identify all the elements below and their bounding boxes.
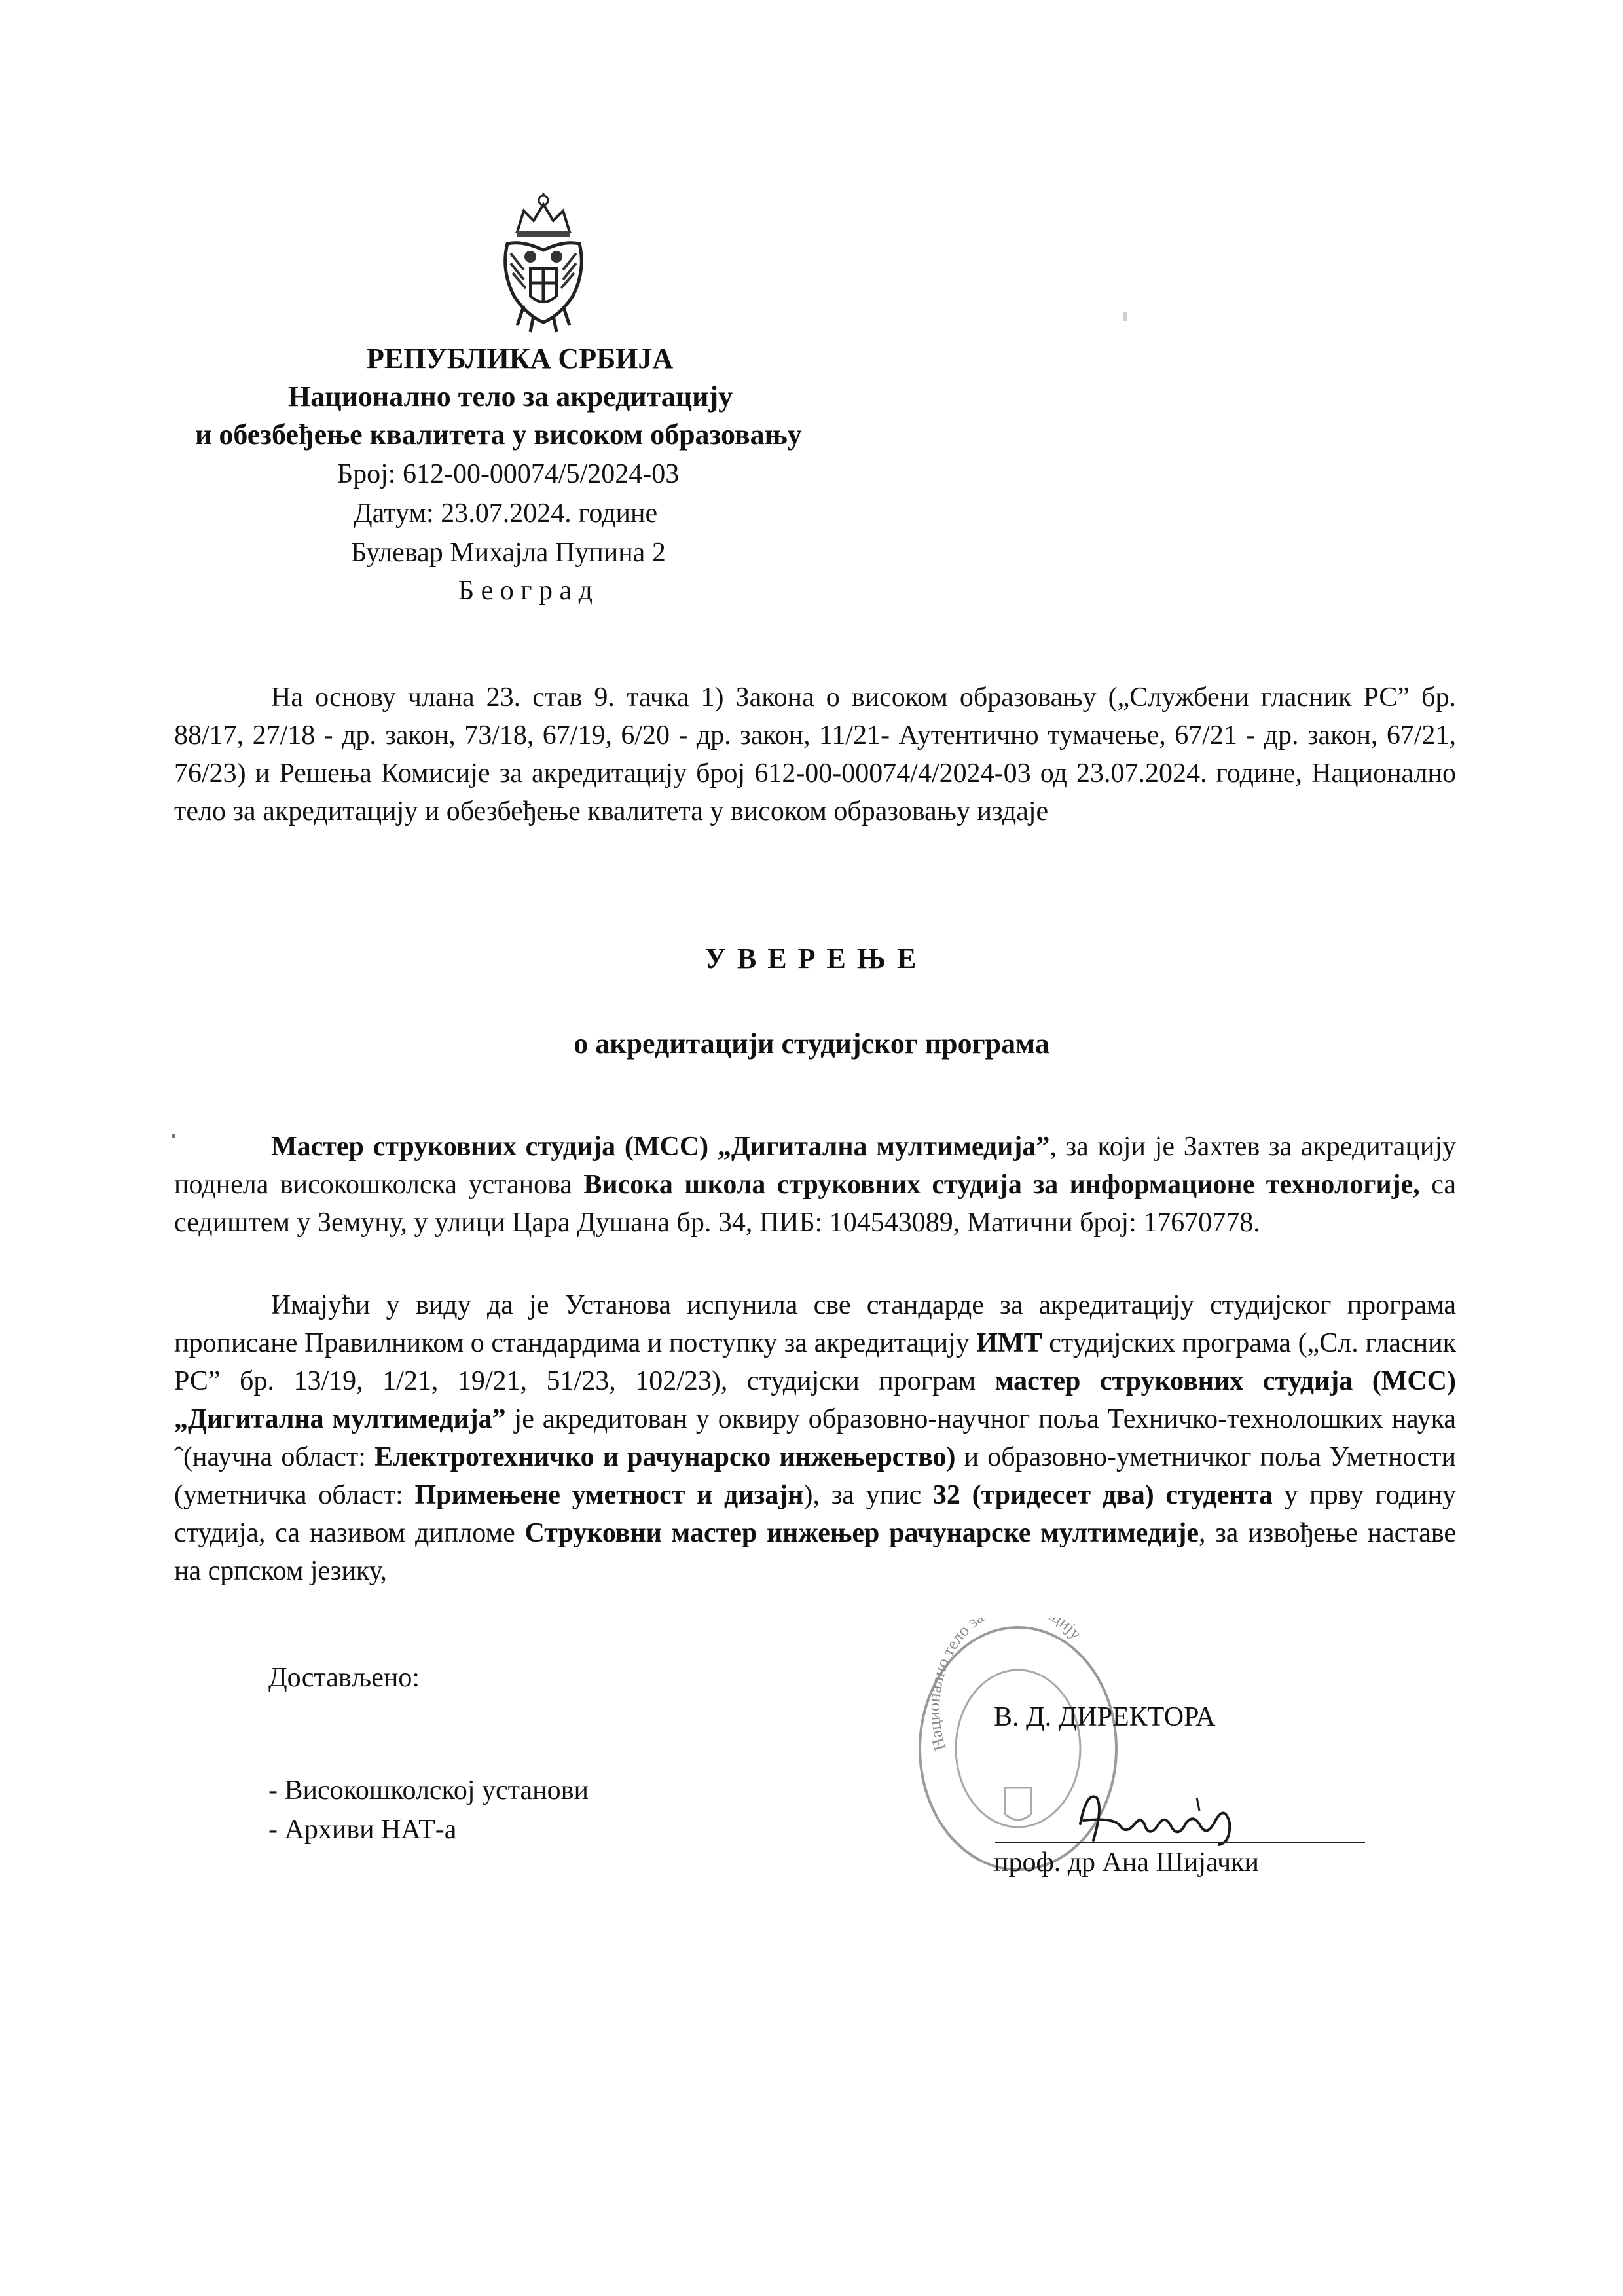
accreditation-text-5: ), за упис (803, 1480, 933, 1510)
institution-name: Висока школа струковних студија за информационе технологије, (583, 1170, 1420, 1200)
accreditation-text-6: у прву годину студија, са називом дипломе (174, 1480, 1457, 1548)
intro-paragraph: На основу члана 23. став 9. тачка 1) Закона о високом образовању („Службени гласник РС” бр. 88/17, 27/18 - др. закон, 73/18, 67/19, 6/20 - др. закон, 11/21- Аутентично тумачење, 67/21 - др. закон, 67/21, 76/23) и Решења Комисије за акредитацију број 612-00-00074/4/2024-03 од 23.07.2024. године, Национално тело за акредитацију и обезбеђење квалитета у високом образовању издаје (174, 682, 1456, 826)
program-name: Мастер струковних студија (МСС) „Дигитална мултимедија” (271, 1132, 1050, 1162)
scientific-field: Електротехничко и рачунарско инжењерство) (374, 1442, 956, 1472)
header-country: РЕПУБЛИКА СРБИЈА (367, 343, 674, 375)
delivery-label: Достављено: (268, 1663, 420, 1693)
header-city: Б е о г р а д (458, 576, 593, 606)
program-text-2: са седиштем у Земуну, у улици Цара Душана бр. 34, ПИБ: 104543089, Матични број: 17670778. (174, 1170, 1456, 1238)
document-title: У В Е Р Е Њ Е (704, 942, 919, 974)
header-institution-line1: Национално тело за акредитацију (288, 380, 733, 413)
diploma-title: Струковни мастер инжењер рачунарске мултимедије (524, 1518, 1199, 1548)
accreditation-paragraph (174, 1286, 1456, 1590)
coat-of-arms-emblem (494, 191, 593, 335)
delivery-item: - Архиви НАТ-а (268, 1815, 457, 1845)
stamp-text: Национално тело з цију (924, 1618, 1086, 1753)
program-paragraph (174, 1128, 1456, 1242)
scan-speck (1123, 312, 1127, 321)
signatory-role: В. Д. ДИРЕКТОРА (994, 1702, 1216, 1732)
header-address: Булевар Михајла Пупина 2 (351, 538, 666, 568)
accreditation-text-1: Имајући у виду да је Установа испунила све стандарде за акредитацију студијског програма прописане Правилником о стандардима и поступку за акредитацију (174, 1290, 1456, 1358)
delivery-item: - Високошколској установи (268, 1775, 589, 1805)
program-name-repeat: мастер струковних студија (МСС) „Дигитална мултимедија” (174, 1366, 1457, 1434)
header-number: Број: 612-00-00074/5/2024-03 (337, 459, 680, 489)
program-text-1: , за који је Захтев за акредитацију поднела високошколска установа (174, 1132, 1456, 1200)
header-date: Датум: 23.07.2024. године (354, 498, 658, 528)
accreditation-text-3: је акредитован у оквиру образовно-научног поља Техничко-технолошких наука ˆ(научна област: (174, 1404, 1456, 1472)
imt-label: ИМТ (976, 1328, 1042, 1358)
art-field: Примењене уметност и дизајн (414, 1480, 804, 1510)
signatory-name: проф. др Ана Шијачки (994, 1847, 1259, 1878)
header-institution-line2: и обезбеђење квалитета у високом образовању (195, 418, 802, 451)
accreditation-text-2: студијских програма („Сл. гласник РС” бр. 13/19, 1/21, 19/21, 51/23, 102/23), студијски програм (174, 1328, 1456, 1396)
accreditation-text-7: , за извођење наставе на српском језику, (174, 1518, 1456, 1586)
accreditation-text-4: и образовно-уметничког поља Уметности (уметничка област: (174, 1442, 1456, 1510)
student-quota: 32 (тридесет два) студента (932, 1480, 1273, 1510)
document-subtitle: о акредитацији студијског програма (574, 1028, 1049, 1060)
